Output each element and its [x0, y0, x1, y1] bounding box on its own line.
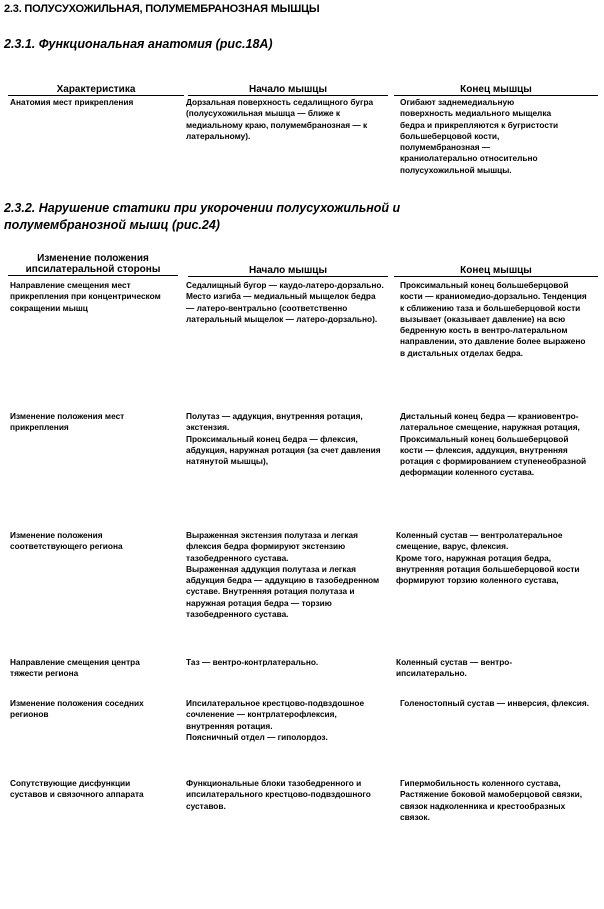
subsection-title-anatomy: 2.3.1. Функциональная анатомия (рис.18А) — [4, 37, 273, 51]
anatomy-row-start: Дорзальная поверхность седалищного бугра (полусухожильная мышца — ближе к медиальному краю, полумембранозная — к латеральному). — [186, 97, 374, 141]
anatomy-row-label: Анатомия мест прикрепления — [10, 97, 134, 107]
header-ipsilateral-change: Изменение положения ипсилатеральной стороны — [8, 253, 178, 276]
header-muscle-start: Начало мышцы — [188, 84, 388, 96]
table-row-label: Изменение положения соседних регионов — [10, 698, 144, 720]
table-row-label: Направление смещения центра тяжести региона — [10, 657, 140, 679]
table-row-label: Направление смещения мест прикрепления при концентрическом сокращении мышц — [10, 280, 161, 313]
header-characteristic: Характеристика — [8, 84, 184, 96]
table-row-start: Таз — вентро-контрлатерально. — [186, 657, 319, 667]
table-row-label: Изменение положения соответствующего региона — [10, 530, 123, 552]
table-row-start: Функциональные блоки тазобедренного и ипсилатерального крестцово-подвздошного суставов. — [186, 778, 371, 811]
table-row-start: Полутаз — аддукция, внутренняя ротация, экстензия. Проксимальный конец бедра — флексия, абдукция, наружная ротация (за счет давления натянутой мышцы), — [186, 411, 381, 467]
header-muscle-start-2: Начало мышцы — [188, 265, 388, 277]
anatomy-row-end: Огибают заднемедиальную поверхность медиального мыщелка бедра и прикрепляются к бугристости большеберцовой кости, полумембранозная — краниолатерально относительно полусухожильной мышцы. — [400, 97, 559, 175]
table-row-end: Проксимальный конец большеберцовой кости — краниомедио-дорзально. Тенденция к сближению таза и большеберцовой кости вызывает (оказывает давление) на всю бедренную кость в вентро-латеральном направлении, это давление более выражено в дистальных отделах бедра. — [400, 280, 587, 358]
subsection-title-statics: 2.3.2. Нарушение статики при укорочении полусухожильной и полумембранозной мышц (рис.24) — [4, 201, 401, 232]
table-row-end: Коленный сустав — вентролатеральное смещение, варус, флексия. Кроме того, наружная ротация бедра, внутренняя ротация большеберцовой кости формируют торзию коленного сустава, — [396, 530, 580, 586]
header-muscle-end-2: Конец мышцы — [394, 265, 598, 277]
table-row-label: Сопутствующие дисфункции суставов и связочного аппарата — [10, 778, 144, 800]
table-row-end: Коленный сустав — вентро-ипсилатерально. — [396, 657, 513, 679]
header-muscle-end: Конец мышцы — [394, 84, 598, 96]
table-row-start: Ипсилатеральное крестцово-подвздошное сочленение — контрлатерофлексия, внутренняя ротация. Поясничный отдел — гиполордоз. — [186, 698, 365, 742]
table-row-label: Изменение положения мест прикрепления — [10, 411, 125, 433]
table-row-start: Выраженная экстензия полутаза и легкая флексия бедра формируют экстензию тазобедренного сустава. Выраженная аддукция полутаза и легкая абдукция бедра — аддукцию в тазобедренном суставе. Внутренняя ротация полутаза и наружная ротация бедра — торзию тазобедренного сустава. — [186, 530, 380, 620]
table-row-start: Седалищный бугор — каудо-латеро-дорзально. Место изгиба — медиальный мыщелок бедра — латеро-вентрально (соответственно латеральный мыщелок — латеро-дорзально). — [186, 280, 384, 324]
table-row-end: Гипермобильность коленного сустава, Растяжение боковой мамоберцовой связки, связок надколенника и крестообразных связок. — [400, 778, 583, 822]
section-title: 2.3. ПОЛУСУХОЖИЛЬНАЯ, ПОЛУМЕМБРАНОЗНАЯ МЫШЦЫ — [4, 3, 320, 15]
table-row-end: Голеностопный сустав — инверсия, флексия. — [400, 698, 590, 708]
table-row-end: Дистальный конец бедра — краниовентро-латеральное смещение, наружная ротация, Проксимальный конец большеберцовой кости — флексия, аддукция, внутренняя ротация с формированием ступенеобразной деформации коленного сустава. — [400, 411, 587, 478]
